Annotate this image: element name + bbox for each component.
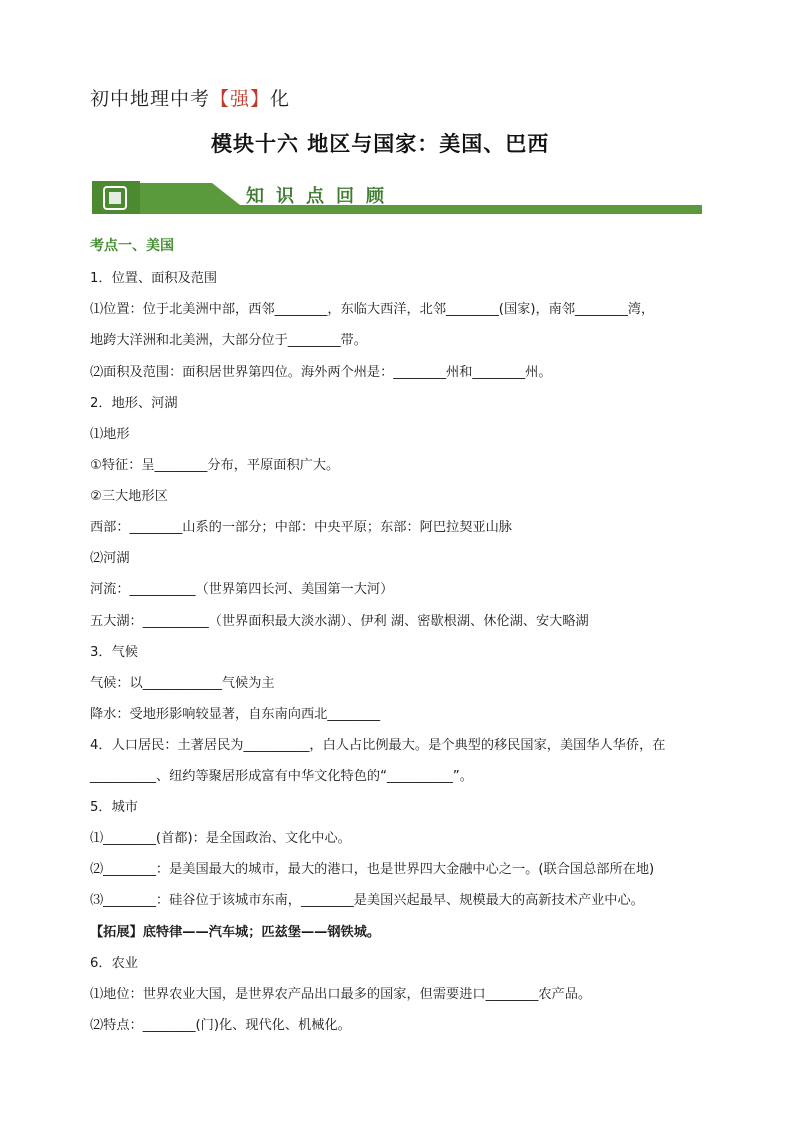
header-bracket-word: 【强】 xyxy=(210,88,271,110)
header-prefix: 初中地理中考 xyxy=(90,88,211,110)
text-line: 河流：__________（世界第四长河、美国第一大河） xyxy=(90,582,394,597)
series-header xyxy=(90,84,290,111)
text-line: 6．农业 xyxy=(90,956,138,971)
text-line: ⑵河湖 xyxy=(90,551,130,566)
text-line: 降水：受地形影响较显著，自东南向西北________ xyxy=(90,707,381,722)
text-line: ⑴地位：世界农业大国，是世界农产品出口最多的国家，但需要进口________农产品。 xyxy=(90,987,592,1002)
header-suffix: 化 xyxy=(270,88,291,110)
text-line: 五大湖：__________（世界面积最大淡水湖）、伊利 湖、密歇根湖、休伦湖、安大略湖 xyxy=(90,614,589,629)
text-line: ⑴位置：位于北美洲中部，西邻________，东临大西洋，北邻________(国家)，南邻________湾， xyxy=(90,302,655,317)
text-line: 5．城市 xyxy=(90,800,138,815)
text-line: 3．气候 xyxy=(90,645,138,660)
text-line: ②三大地形区 xyxy=(90,489,168,504)
text-line: 气候：以____________气候为主 xyxy=(90,676,275,691)
text-line: 2．地形、河湖 xyxy=(90,396,178,411)
module-title: 模块十六 地区与国家：美国、巴西 xyxy=(211,132,550,156)
banner-shape xyxy=(92,183,702,214)
text-line: 西部：________山系的一部分；中部：中央平原；东部：阿巴拉契亚山脉 xyxy=(90,520,512,535)
text-line: __________、纽约等聚居形成富有中华文化特色的“__________”。 xyxy=(90,769,473,784)
text-line: ⑴________(首都)：是全国政治、文化中心。 xyxy=(90,831,351,846)
text-line: ⑵特点：________(门)化、现代化、机械化。 xyxy=(90,1018,351,1033)
text-line: ⑴地形 xyxy=(90,427,130,442)
extension-note: 【拓展】底特律——汽车城；匹兹堡——钢铁城。 xyxy=(90,925,381,940)
banner-title: 知识点回顾 xyxy=(246,186,396,207)
text-line: 1．位置、面积及范围 xyxy=(90,271,218,286)
text-line: ⑶________：硅谷位于该城市东南，________是美国兴起最早、规模最大的高新技术产业中心。 xyxy=(90,893,644,908)
section-banner xyxy=(92,181,702,214)
text-line: 4．人口居民：土著居民为__________，白人占比例最大。是个典型的移民国家，美国华人华侨，在 xyxy=(90,738,666,753)
text-line: ⑵________：是美国最大的城市，最大的港口，也是世界四大金融中心之一。(联合国总部所在地) xyxy=(90,862,655,877)
section-heading: 考点一、美国 xyxy=(90,238,174,254)
text-line: ⑵面积及范围：面积居世界第四位。海外两个州是：________州和________州。 xyxy=(90,365,552,380)
text-line: 地跨大洋洲和北美洲，大部分位于________带。 xyxy=(90,333,367,348)
text-line: ①特征：呈________分布，平原面积广大。 xyxy=(90,458,340,473)
